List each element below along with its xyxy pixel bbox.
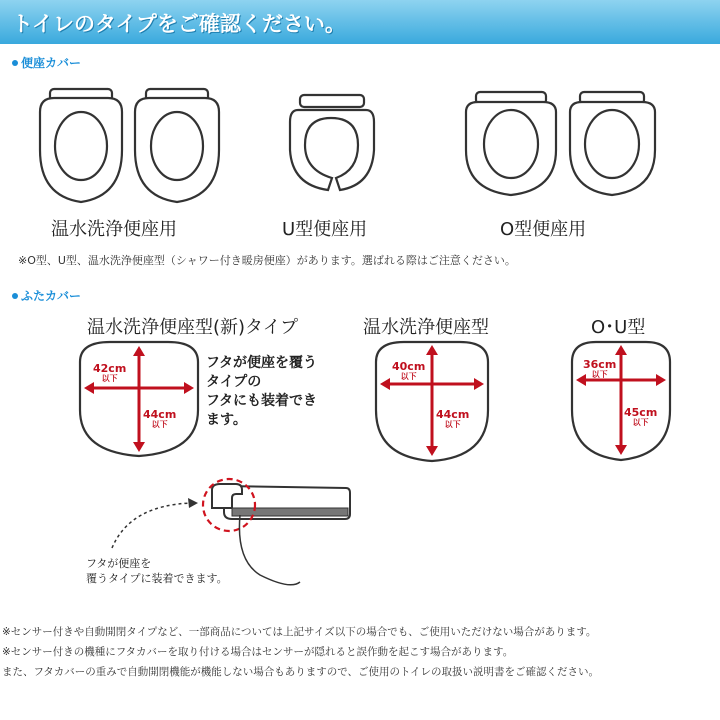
lid-ou-width-dimension: 36cm 以下 bbox=[583, 358, 617, 379]
seat-drawing-o-type-right bbox=[570, 92, 655, 195]
lid-new-width-dimension: 42cm 以下 bbox=[93, 362, 127, 383]
lid-ou-length-dimension: 45cm 以下 bbox=[624, 406, 658, 427]
seat-type-o-label: O型便座用 bbox=[500, 219, 587, 240]
seat-type-note: ※O型、U型、温水洗浄便座型（シャワー付き暖房便座）があります。選ばれる際はご注意ください。 bbox=[18, 254, 516, 267]
lid-washlet-width-dimension: 40cm 以下 bbox=[392, 360, 426, 381]
lid-type-o-u-label: O･U型 bbox=[591, 317, 646, 338]
lid-section-title: ふたカバー bbox=[12, 287, 81, 304]
lid-new-length-dimension: 44cm 以下 bbox=[143, 408, 177, 429]
lid-type-washlet-label: 温水洗浄便座型 bbox=[363, 317, 489, 338]
lid-washlet-length-dimension: 44cm 以下 bbox=[436, 408, 470, 429]
seat-drawing-washlet-left bbox=[40, 89, 122, 202]
lid-detail-note: フタが便座を 覆うタイプに装着できます。 bbox=[86, 557, 228, 585]
footnote-sensor-malfunction: ※センサー付きの機種にフタカバーを取り付ける場合はセンサーが隠れると誤作動を起こす場合があります。 bbox=[2, 646, 514, 658]
seat-type-washlet-label: 温水洗浄便座用 bbox=[51, 219, 177, 240]
seat-drawing-o-type-left bbox=[466, 92, 556, 195]
seat-type-u-label: U型便座用 bbox=[282, 219, 368, 240]
bullet-icon bbox=[12, 293, 18, 299]
lid-type-washlet-new-label: 温水洗浄便座型(新)タイプ bbox=[87, 317, 299, 338]
seat-drawing-u-type bbox=[290, 95, 374, 190]
lid-feature-text: フタが便座を覆う タイプの フタにも装着でき ます。 bbox=[206, 355, 318, 428]
lid-drawing-washlet-new bbox=[80, 342, 198, 456]
footnote-sensor-size: ※センサー付きや自動開閉タイプなど、一部商品については上記サイズ以下の場合でも、ご使用いただけない場合があります。 bbox=[2, 626, 597, 638]
seat-section-title: 便座カバー bbox=[12, 54, 81, 71]
page-title: トイレのタイプをご確認ください。 bbox=[12, 12, 346, 36]
seat-drawing-washlet-right bbox=[135, 89, 219, 202]
footnote-auto-open: また、フタカバーの重みで自動開閉機能が機能しない場合もありますので、ご使用のトイレの取扱い説明書をご確認ください。 bbox=[2, 666, 600, 678]
